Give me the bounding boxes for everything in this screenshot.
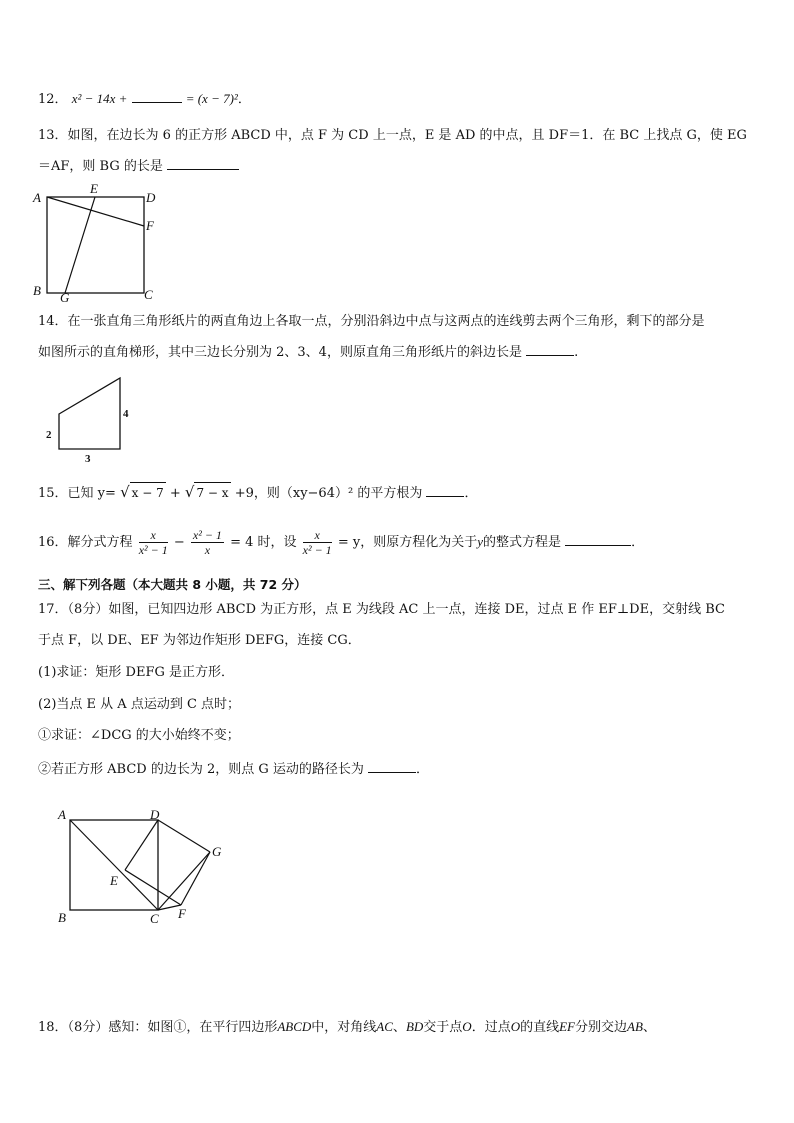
q12-number: 12． (38, 92, 68, 107)
segment-de (125, 820, 158, 870)
label-b: B (33, 283, 41, 298)
label-g: G (60, 290, 70, 303)
q12-answer-blank[interactable] (132, 88, 182, 103)
q16-fraction-1: $\frac{x}{\text{x² − 1}}$ (138, 528, 168, 557)
label-b: B (58, 910, 66, 925)
q17-line6: ②若正方形 ABCD 的边长为 2，则点 G 运动的路径长为 ． (38, 758, 429, 780)
q15-radical-2: 7 − x (194, 482, 230, 503)
q16-answer-blank[interactable] (565, 531, 631, 546)
q14-figure (40, 372, 140, 464)
q13-line1: 13．如图，在边长为 6 的正方形 ABCD 中，点 F 为 CD 上一点，E 是 AD 的中点，且 DF＝1．在 BC 上找点 G，使 EG (38, 128, 747, 143)
segment-af (47, 197, 144, 226)
side-length-right: 4 (123, 408, 129, 420)
question-16: 16．解分式方程 $\frac{x}{\text{x² − 1}}$ − $\frac{\text{x² − 1}}{x}$ = 4 时，设 $\frac{x}{\text{x² − 1}}$ = y，则原方程化为关于y的整式方程是 ． (38, 528, 645, 557)
label-d: D (146, 190, 156, 205)
q17-line2: 于点 F，以 DE、EF 为邻边作矩形 DEFG，连接 CG． (38, 633, 361, 648)
q12-expr-left: x² − 14x + (71, 91, 128, 106)
right-trapezoid (59, 378, 120, 449)
label-a: A (33, 190, 41, 205)
segment-ef (125, 870, 181, 905)
segment-eg (65, 197, 95, 293)
label-f: F (146, 218, 154, 233)
label-g: G (212, 844, 222, 859)
q17-figure (50, 804, 240, 929)
q14-line1: 14．在一张直角三角形纸片的两直角边上各取一点，分别沿斜边中点与这两点的连线剪去两个三角形，剩下的部分是 (38, 314, 705, 329)
question-15: 15．已知 y= √ x − 7 + √ 7 − x +9，则（xy−64）² 的平方根为 ． (38, 483, 478, 501)
q17-line5: ①求证：∠DCG 的大小始终不变； (38, 728, 240, 743)
label-e: E (110, 873, 118, 888)
side-length-bottom: 3 (85, 453, 91, 464)
q13-figure (30, 183, 170, 303)
question-18: 18．（8分）感知：如图①，在平行四边形ABCD中，对角线AC、BD交于点O．过点O的直线EF分别交边AB、 (38, 1019, 656, 1035)
q17-line1: 17．（8分）如图，已知四边形 ABCD 为正方形，点 E 为线段 AC 上一点，连接 DE，过点 E 作 EF⊥DE，交射线 BC (38, 602, 725, 617)
label-a: A (58, 807, 66, 822)
q17-line3: (1)求证：矩形 DEFG 是正方形． (38, 665, 234, 680)
q13-line2: ＝AF，则 BG 的长是 (38, 155, 239, 177)
q14-answer-blank[interactable] (526, 341, 574, 356)
label-c: C (150, 911, 159, 926)
q13-answer-blank[interactable] (167, 155, 239, 170)
segment-dg (158, 820, 210, 852)
q17-answer-blank[interactable] (368, 758, 416, 773)
q17-line4: (2)当点 E 从 A 点运动到 C 点时； (38, 697, 241, 712)
q16-fraction-3: $\frac{x}{\text{x² − 1}}$ (302, 528, 332, 557)
section-heading: 三、解下列各题（本大题共 8 小题，共 72 分） (38, 577, 307, 592)
q14-line2: 如图所示的直角梯形，其中三边长分别为 2、3、4，则原直角三角形纸片的斜边长是 . (38, 341, 578, 363)
question-12: 12． x² − 14x + = (x − 7)²． (38, 88, 251, 110)
segment-cg (158, 852, 210, 910)
q16-fraction-2: $\frac{\text{x² − 1}}{x}$ (192, 528, 222, 557)
q15-radical-1: x − 7 (130, 482, 166, 503)
segment-gf (181, 852, 210, 905)
side-length-left: 2 (46, 429, 52, 441)
label-c: C (144, 287, 153, 302)
label-d: D (150, 807, 160, 822)
diagonal-ac (70, 820, 158, 910)
label-f: F (178, 906, 186, 921)
q15-answer-blank[interactable] (426, 482, 464, 497)
label-e: E (90, 183, 98, 196)
q12-expr-right: = (x − 7)² (185, 91, 238, 106)
